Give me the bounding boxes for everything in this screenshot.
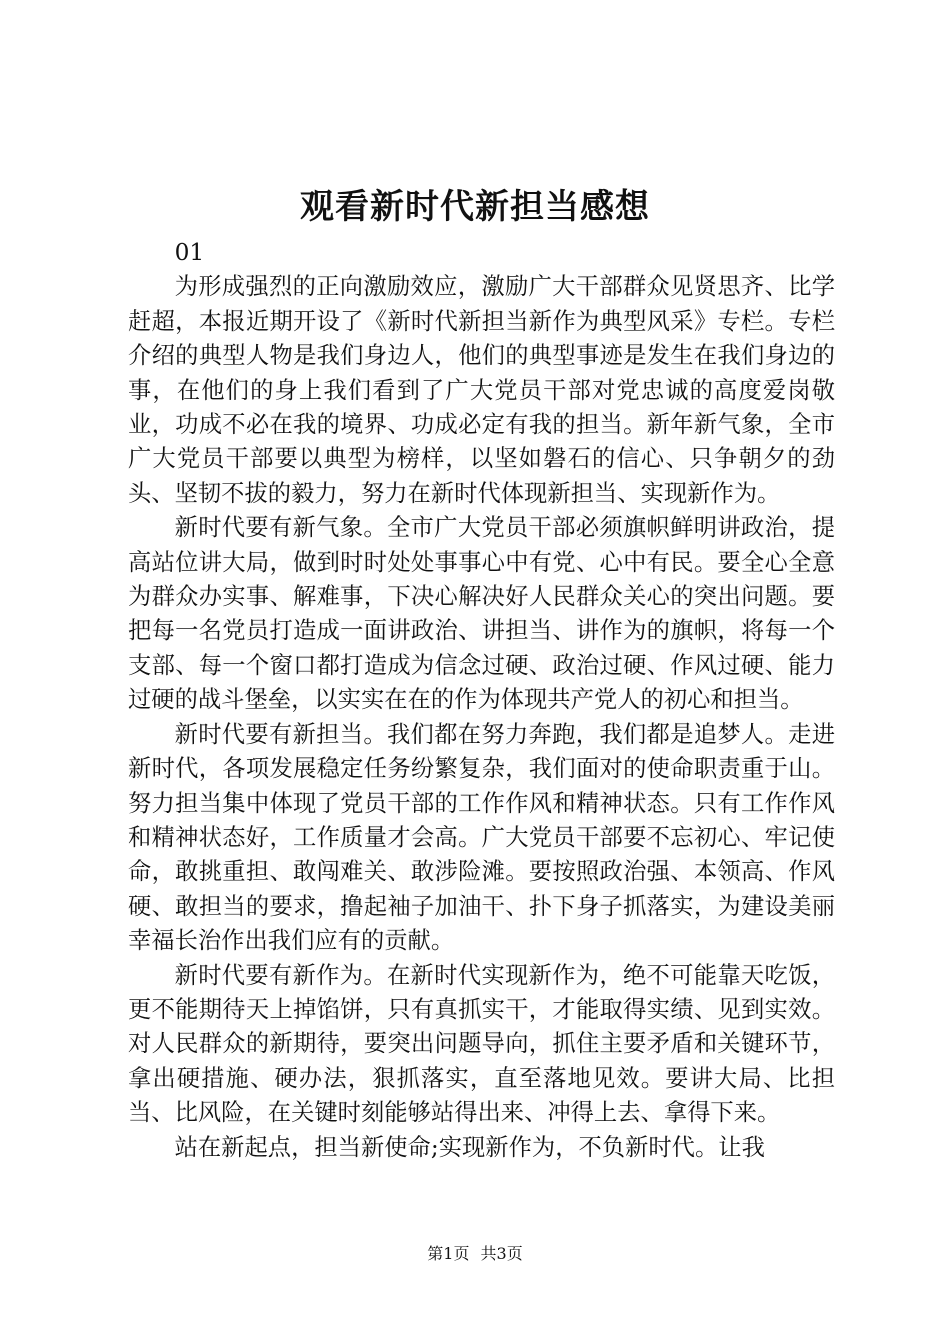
paragraph: 新时代要有新担当。我们都在努力奔跑，我们都是追梦人。走进新时代，各项发展稳定任务纷繁复杂，我们面对的使命职责重于山。努力担当集中体现了党员干部的工作作风和精神状态。只有工作作风和精神状态好，工作质量才会高。广大党员干部要不忘初心、牢记使命，敢挑重担、敢闯难关、敢涉险滩。要按照政治强、本领高、作风硬、敢担当的要求，撸起袖子加油干、扑下身子抓落实，为建设美丽幸福长治作出我们应有的贡献。: [128, 720, 835, 955]
section-number: 01: [174, 239, 205, 266]
page-number: 第1页: [427, 1244, 470, 1263]
paragraph: 新时代要有新作为。在新时代实现新作为，绝不可能靠天吃饭，更不能期待天上掉馅饼，只有真抓实干，才能取得实绩、见到实效。对人民群众的新期待，要突出问题导向，抓住主要矛盾和关键环节，拿出硬措施、硬办法，狠抓落实，直至落地见效。要讲大局、比担当、比风险，在关键时刻能够站得出来、冲得上去、拿得下来。: [128, 961, 835, 1127]
paragraph: 为形成强烈的正向激励效应，激励广大干部群众见贤思齐、比学赶超，本报近期开设了《新时代新担当新作为典型风采》专栏。专栏介绍的典型人物是我们身边人，他们的典型事迹是发生在我们身边的事，在他们的身上我们看到了广大党员干部对党忠诚的高度爱岗敬业，功成不必在我的境界、功成必定有我的担当。新年新气象，全市广大党员干部要以典型为榜样，以坚如磐石的信心、只争朝夕的劲头、坚韧不拔的毅力，努力在新时代体现新担当、实现新作为。: [128, 273, 835, 507]
paragraph: 新时代要有新气象。全市广大党员干部必须旗帜鲜明讲政治，提高站位讲大局，做到时时处处事事心中有党、心中有民。要全心全意为群众办实事、解难事，下决心解决好人民群众关心的突出问题。要把每一名党员打造成一面讲政治、讲担当、讲作为的旗帜，将每一个支部、每一个窗口都打造成为信念过硬、政治过硬、作风过硬、能力过硬的战斗堡垒，以实实在在的作为体现共产党人的初心和担当。: [128, 514, 835, 714]
page-footer: [0, 1242, 950, 1266]
page-total: 共3页: [480, 1244, 523, 1263]
document-body: [128, 236, 835, 1165]
paragraph: 站在新起点，担当新使命;实现新作为，不负新时代。让我: [174, 1133, 765, 1161]
document-title: 观看新时代新担当感想: [300, 187, 650, 227]
